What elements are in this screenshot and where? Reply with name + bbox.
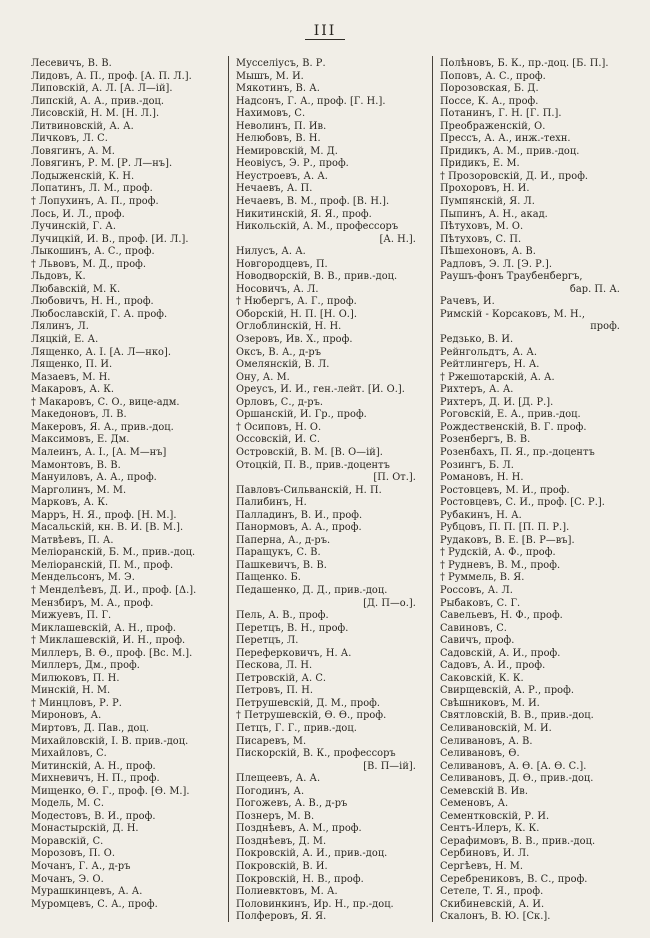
index-entry: Нечаевъ, А. П. — [235, 183, 313, 195]
index-entry: Милюковъ, П. Н. — [31, 672, 120, 684]
index-entry: Рудаковъ, В. Е. [В. Р—въ]. — [439, 534, 575, 546]
index-entry: Педашенко, Д. Д., прив.-доц. — [235, 584, 388, 596]
index-entry: Лопатинъ, Л. М., проф. — [31, 183, 153, 195]
index-entry: Перетцъ, В. Н., проф. — [235, 622, 349, 634]
index-entry: Селивановъ, А. Ѳ. [А. Ѳ. С.]. — [439, 760, 587, 772]
index-entry: Рачевъ, И. — [439, 296, 495, 308]
index-entry: Лучицкій, И. В., проф. [И. Л.]. — [31, 233, 189, 245]
index-entry: Муромцевъ, С. А., проф. — [31, 898, 158, 910]
index-entry: Скалонъ, В. Ю. [Ск.]. — [439, 911, 551, 922]
index-entry: Модель, М. С. — [31, 798, 105, 810]
index-entry-continuation: [Д. П—о.]. — [363, 597, 416, 609]
index-entry: Погодинъ, А. — [235, 785, 305, 797]
index-entry: Новодворскій, В. В., прив.-доц. — [235, 271, 398, 283]
index-entry: Розингъ, Б. Л. — [439, 459, 514, 471]
index-entry: Паращукъ, С. В. — [235, 547, 321, 559]
index-entry: Полферовъ, Я. Я. — [235, 911, 327, 922]
index-entry: Лященко, П. И. — [31, 359, 113, 371]
index-entry: Липовскій, А. Л. [А. Л—ій]. — [31, 83, 173, 95]
index-entry: Лидовъ, А. П., проф. [А. П. Л.]. — [31, 70, 192, 82]
index-entry: † Нюбергъ, А. Г., проф. — [235, 296, 357, 308]
index-entry: Оборскій, Н. П. [Н. О.]. — [235, 308, 358, 320]
index-entry: Нахимовъ, С. — [235, 108, 306, 120]
index-entry: Писаревъ, М. — [235, 735, 307, 747]
index-entry: Мочанъ, Э. О. — [31, 873, 104, 885]
index-entry: Павловъ-Сильванскій, Н. П. — [235, 484, 382, 496]
index-entry: Саковскій, К. К. — [439, 672, 524, 684]
index-entry: Модестовъ, В. И., проф. — [31, 810, 156, 822]
index-entry: Пѣтуховъ, М. О. — [439, 221, 524, 233]
index-entry: Мироновъ, А. — [31, 710, 102, 722]
index-entry: Немировскій, М. Д. — [235, 145, 338, 157]
index-entry: Нилусъ, А. А. — [235, 246, 306, 258]
index-entry: Ляцкій, Е. А. — [31, 334, 99, 346]
index-entry: Савиновъ, С. — [439, 622, 507, 634]
index-entry: Россовъ, А. Л. — [439, 584, 513, 596]
index-entry: Максимовъ, Е. Дм. — [31, 434, 130, 446]
index-entry: Раушъ-фонъ Траубенбергъ, — [439, 271, 583, 283]
page-number: III — [305, 23, 346, 40]
index-entry: Романовъ, Н. Н. — [439, 472, 524, 484]
index-entry: Мышъ, М. И. — [235, 70, 304, 82]
index-entry: Прессъ, А. А., инж.-техн. — [439, 133, 571, 145]
index-entry: Сергѣевъ, Н. М. — [439, 861, 524, 872]
index-entry: Садовъ, А. И., проф. — [439, 660, 546, 672]
index-entry: Миртовъ, Д. Пав., доц. — [31, 722, 150, 734]
index-entry: Пумпянскій, Я. Л. — [439, 196, 535, 208]
index-entry: Омелянскій, В. Л. — [235, 359, 330, 371]
index-entry: Нечаевъ, В. М., проф. [В. Н.]. — [235, 196, 390, 208]
index-entry: Личковъ, Л. С. — [31, 133, 108, 145]
index-entry: Петрушевскій, Д. М., проф. — [235, 697, 381, 709]
index-entry: Оглоблинскій, Н. Н. — [235, 321, 342, 333]
index-entry: Роговскій, Е. А., прив.-доц. — [439, 409, 581, 421]
index-entry: Пѣтуховъ, С. П. — [439, 233, 522, 245]
index-entry: Пискорскій, В. К., профессоръ — [235, 748, 396, 760]
index-entry: Морозовъ, П. О. — [31, 848, 115, 860]
index-column-2 — [228, 56, 432, 922]
index-entry: Мамонтовъ, В. В. — [31, 459, 121, 471]
index-entry-continuation: проф. — [590, 321, 620, 333]
index-entry: † Рудневъ, В. М., проф. — [439, 559, 561, 571]
index-entry: Неовіусъ, Э. Р., проф. — [235, 158, 349, 170]
index-entry-continuation: [В. П—ій]. — [363, 760, 416, 772]
index-entry: † Осиповъ, Н. О. — [235, 421, 322, 433]
index-entry: † Руммель, В. Я. — [439, 572, 525, 584]
index-entry: Льдовъ, К. — [31, 271, 86, 283]
index-entry: Ростовцевъ, С. И., проф. [С. Р.]. — [439, 497, 605, 509]
index-entry: Никольскій, А. М., профессоръ — [235, 221, 399, 233]
index-entry: Переферковичъ, Н. А. — [235, 647, 352, 659]
index-entry: Михайловъ, С. — [31, 748, 107, 760]
index-entry: Скибиневскій, А. И. — [439, 898, 545, 910]
index-entry: Оссовскій, И. С. — [235, 434, 321, 446]
index-entry: Моравскій, С. — [31, 835, 104, 847]
index-entry: Сементковскій, Р. И. — [439, 810, 550, 822]
index-entry: Прохоровъ, Н. И. — [439, 183, 530, 195]
index-entry: Садовскій, А. И., проф. — [439, 647, 561, 659]
index-entry: Рыбаковъ, С. Г. — [439, 597, 521, 609]
index-entry: Оксъ, В. А., д-ръ — [235, 346, 321, 358]
index-entry: Мусселіусъ, В. Р. — [235, 58, 326, 69]
index-entry: Рейнгольдтъ, А. А. — [439, 346, 538, 358]
index-entry: Половинкинъ, Ир. Н., пр.-доц. — [235, 898, 394, 910]
index-entry: Меліоранскій, П. М., проф. — [31, 559, 174, 571]
index-entry: † Лопухинъ, А. П., проф. — [31, 196, 159, 208]
index-entry: Покровскій, А. И., прив.-доц. — [235, 848, 388, 860]
index-entry: Рихтеръ, А. А. — [439, 384, 514, 396]
index-entry: Селивановъ, Ѳ. — [439, 748, 520, 760]
index-entry: Марковъ, А. К. — [31, 497, 109, 509]
index-entry: Макаровъ, А. К. — [31, 384, 115, 396]
index-entry: Меліоранскій, Б. М., прив.-доц. — [31, 547, 196, 559]
index-entry: Селивановъ, А. В. — [439, 735, 533, 747]
index-entry: Потанинъ, Г. Н. [Г. П.]. — [439, 108, 562, 120]
index-entry: Надсонъ, Г. А., проф. [Г. Н.]. — [235, 95, 386, 107]
index-entry: Пескова, Л. Н. — [235, 660, 313, 672]
index-entry: Мурашкинцевъ, А. А. — [31, 886, 143, 898]
index-entry: Миллеръ, Дм., проф. — [31, 660, 140, 672]
index-entry: Мищенко, Ѳ. Г., проф. [Ѳ. М.]. — [31, 785, 190, 797]
index-entry-continuation: [П. От.]. — [373, 472, 416, 484]
index-entry: Преображенскій, О. — [439, 120, 546, 132]
index-entry: † Львовъ, М. Д., проф. — [31, 258, 147, 270]
index-entry: Новгородцевъ, П. — [235, 258, 328, 270]
index-column-1 — [24, 56, 228, 922]
index-entry: Савичъ, проф. — [439, 635, 515, 647]
index-entry: Миллеръ, В. Ѳ., проф. [Вс. М.]. — [31, 647, 193, 659]
index-entry: Нелюбовъ, В. Н. — [235, 133, 321, 145]
index-entry: Селивановскій, М. И. — [439, 722, 552, 734]
index-entry: Рубцовъ, П. П. [П. П. Р.]. — [439, 522, 570, 534]
index-entry: Любовичъ, Н. Н., проф. — [31, 296, 154, 308]
index-entry: Островскій, В. М. [В. О—ій]. — [235, 446, 383, 458]
index-entry: Пѣшехоновъ, А. В. — [439, 246, 536, 258]
index-entry: Розенбахъ, П. Я., пр.-доцентъ — [439, 446, 595, 458]
index-entry: Семевскій В. Ив. — [439, 785, 528, 797]
index-entry: Озеровъ, Ив. Х., проф. — [235, 334, 353, 346]
index-entry: Монастырскій, Д. Н. — [31, 823, 139, 835]
index-entry: Палибинъ, Н. — [235, 497, 307, 509]
index-entry: Порозовская, Б. Д. — [439, 83, 539, 95]
index-entry: Рейтлингеръ, Н. А. — [439, 359, 540, 371]
index-entry: Палладинъ, В. И., проф. — [235, 509, 363, 521]
index-entry: † Миклашевскій, И. Н., проф. — [31, 635, 186, 647]
page-header — [0, 0, 650, 46]
index-entry: Мякотинъ, В. А. — [235, 83, 320, 95]
index-entry: Орловъ, С., д-ръ. — [235, 396, 324, 408]
index-entry: Сентъ-Илеръ, К. К. — [439, 823, 540, 835]
index-entry: † Менделѣевъ, Д. И., проф. [Δ.]. — [31, 584, 197, 596]
index-entry: Лисовскій, Н. М. [Н. Л.]. — [31, 108, 160, 120]
index-entry: Никитинскій, Я. Я., проф. — [235, 208, 372, 220]
index-entry: Мендельсонъ, М. Э. — [31, 572, 135, 584]
index-entry: † Петрушевскій, Ѳ. Ѳ., проф. — [235, 710, 387, 722]
index-entry: Петцъ, Г. Г., прив.-доц. — [235, 722, 357, 734]
index-entry: Лучинскій, Г. А. — [31, 221, 117, 233]
index-entry: Любославскій, Г. А. проф. — [31, 308, 168, 320]
index-entry-continuation: бар. П. А. — [569, 283, 620, 295]
index-entry: Придикъ, А. М., прив.-доц. — [439, 145, 580, 157]
index-entry: Сербиновъ, И. Л. — [439, 848, 530, 860]
index-entry: Петровъ, П. Н. — [235, 685, 314, 697]
index-entry: Миклашевскій, А. Н., проф. — [31, 622, 176, 634]
index-entry: Отоцкій, П. В., прив.-доцентъ — [235, 459, 390, 471]
index-entry: Малеинъ, А. І., [А. М—нъ] — [31, 446, 167, 458]
index-entry: Лось, И. Л., проф. — [31, 208, 125, 220]
index-entry: Римскій - Корсаковъ, М. Н., — [439, 308, 585, 320]
index-entry: Паперна, А., д-ръ. — [235, 534, 331, 546]
index-entry: Лодыженскій, К. Н. — [31, 170, 135, 182]
index-entry: Панормовъ, А. А., проф. — [235, 522, 362, 534]
index-entry-continuation: [А. Н.]. — [379, 233, 416, 245]
index-entry: Пель, А. В., проф. — [235, 610, 329, 622]
index-entry: Позднѣевъ, А. М., проф. — [235, 823, 362, 835]
index-entry: Савельевъ, Н. Ф., проф. — [439, 610, 563, 622]
index-column-3 — [432, 56, 636, 922]
index-entry: Селивановъ, Д. Ѳ., прив.-доц. — [439, 773, 594, 785]
index-entry: Ростовцевъ, М. И., проф. — [439, 484, 570, 496]
index-entry: Масальскій, кн. В. И. [В. М.]. — [31, 522, 184, 534]
index-entry: † Ржешотарскій, А. А. — [439, 371, 555, 383]
index-entry: Пащенко. Б. — [235, 572, 301, 584]
index-entry: Позднѣевъ, Д. М. — [235, 835, 327, 847]
index-entry: Плещеевъ, А. А. — [235, 773, 321, 785]
index-entry: † Минцловъ, Р. Р. — [31, 697, 122, 709]
index-entry: Ону, А. М. — [235, 371, 290, 383]
index-entry: Погожевъ, А. В., д-ръ — [235, 798, 348, 810]
index-entry: Рождественскій, В. Г. проф. — [439, 421, 587, 433]
index-entry: Лялинъ, Л. — [31, 321, 89, 333]
name-index-columns — [24, 56, 636, 922]
index-entry: Македоновъ, Л. В. — [31, 409, 127, 421]
index-entry: Радловъ, Э. Л. [Э. Р.]. — [439, 258, 552, 270]
index-entry: Семеновъ, А. — [439, 798, 509, 810]
index-entry: Лесевичъ, В. В. — [31, 58, 112, 69]
index-entry: Полиевктовъ, М. А. — [235, 886, 338, 898]
index-entry: Макеровъ, Я. А., прив.-доц. — [31, 421, 174, 433]
index-entry: † Макаровъ, С. О., вице-адм. — [31, 396, 180, 408]
index-entry: Носовичъ, А. Л. — [235, 283, 319, 295]
index-entry: Митинскій, А. Н., проф. — [31, 760, 156, 772]
index-entry: Серафимовъ, В. В., прив.-доц. — [439, 835, 596, 847]
index-entry: Липскій, А. А., прив.-доц. — [31, 95, 165, 107]
index-entry: Петровскій, А. С. — [235, 672, 327, 684]
index-entry: Рубакинъ, Н. А. — [439, 509, 522, 521]
index-entry: Познеръ, М. В. — [235, 810, 315, 822]
index-entry: Мануиловъ, А. А., проф. — [31, 472, 157, 484]
index-entry: Пашкевичъ, В. В. — [235, 559, 327, 571]
index-entry: Ловягинъ, Р. М. [Р. Л—нъ]. — [31, 158, 173, 170]
index-entry: Поссе, К. А., проф. — [439, 95, 539, 107]
index-entry: Мензбиръ, М. А., проф. — [31, 597, 154, 609]
index-entry: Придикъ, Е. М. — [439, 158, 520, 170]
index-entry: Мочанъ, Г. А., д-ръ — [31, 861, 131, 872]
index-entry: Ореусъ, И. И., ген.-лейт. [И. О.]. — [235, 384, 405, 396]
index-entry: Оршанскій, И. Гр., проф. — [235, 409, 367, 421]
index-entry: Минскій, Н. М. — [31, 685, 111, 697]
index-entry: Любавскій, М. К. — [31, 283, 121, 295]
index-entry: Литвиновскій, А. А. — [31, 120, 134, 132]
index-entry: Матвѣевъ, П. А. — [31, 534, 114, 546]
index-entry: Рихтеръ, Д. И. [Д. Р.]. — [439, 396, 554, 408]
index-entry: † Рудскій, А. Ф., проф. — [439, 547, 556, 559]
index-entry: Мазаевъ, М. Н. — [31, 371, 111, 383]
index-entry: Покровскій, Н. В., проф. — [235, 873, 364, 885]
index-entry: Марголинъ, М. М. — [31, 484, 127, 496]
index-entry: Покровскій, В. И. — [235, 861, 328, 872]
index-entry: Сетеле, Т. Я., проф. — [439, 886, 544, 898]
index-entry: Перетцъ, Л. — [235, 635, 299, 647]
index-entry: Неустроевъ, А. А. — [235, 170, 328, 182]
index-entry: Мижуевъ, П. Г. — [31, 610, 112, 622]
index-entry: Поповъ, А. С., проф. — [439, 70, 546, 82]
index-entry: Лыкошинъ, А. С., проф. — [31, 246, 155, 258]
index-entry: Пыпинъ, А. Н., акад. — [439, 208, 548, 220]
index-entry: Свирщевскій, А. Р., проф. — [439, 685, 575, 697]
index-entry: Свѣшниковъ, М. И. — [439, 697, 540, 709]
index-entry: Редзько, В. И. — [439, 334, 514, 346]
index-entry: Розенбергъ, В. В. — [439, 434, 531, 446]
index-entry: Полѣновъ, Б. К., пр.-доц. [Б. П.]. — [439, 58, 609, 69]
index-entry: Святловскій, В. В., прив.-доц. — [439, 710, 594, 722]
index-entry: Михайловскій, І. В. прив.-доц. — [31, 735, 189, 747]
index-entry: Ловягинъ, А. М. — [31, 145, 115, 157]
index-entry: Серебрениковъ, В. С., проф. — [439, 873, 588, 885]
index-entry: Неволинъ, П. Ив. — [235, 120, 327, 132]
index-entry: † Прозоровскій, Д. И., проф. — [439, 170, 589, 182]
index-entry: Марръ, Н. Я., проф. [Н. М.]. — [31, 509, 177, 521]
index-entry: Лященко, А. І. [А. Л—нко]. — [31, 346, 172, 358]
index-entry: Михневичъ, Н. П., проф. — [31, 773, 160, 785]
